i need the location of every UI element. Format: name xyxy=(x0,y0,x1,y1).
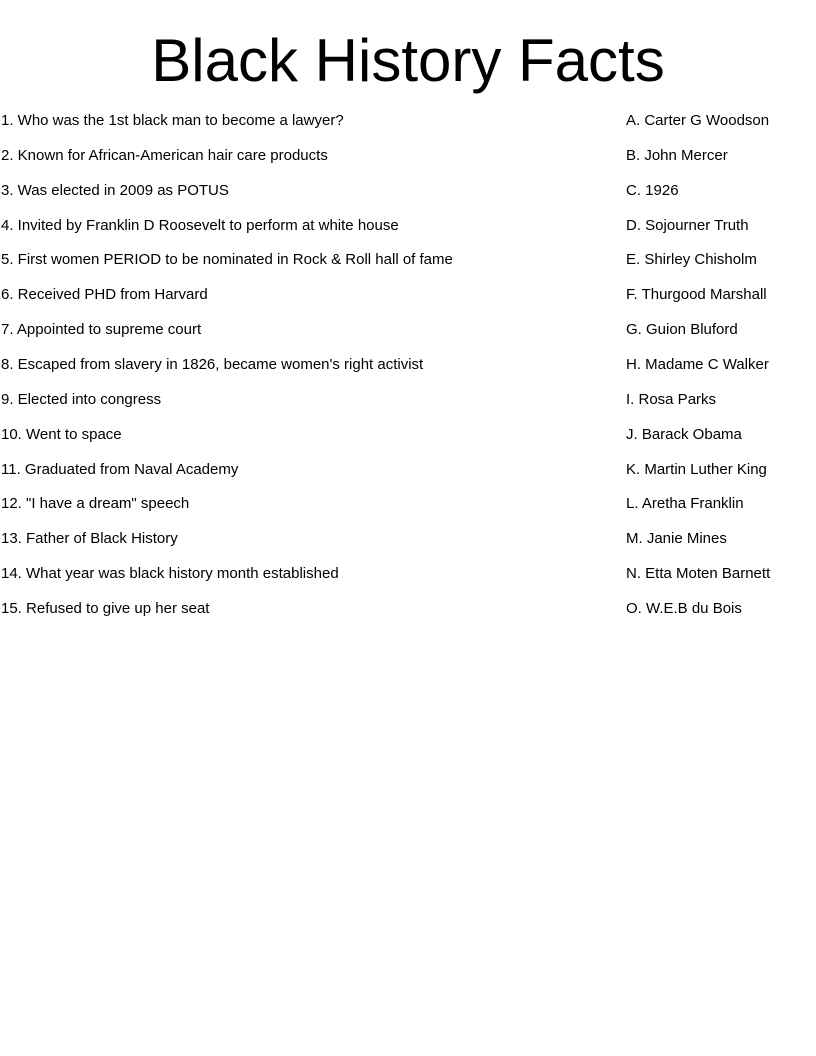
question-item-1: 1. Who was the 1st black man to become a lawyer? xyxy=(1,112,344,129)
question-item-13: 13. Father of Black History xyxy=(1,530,178,548)
answer-item-b: B. John Mercer xyxy=(626,146,728,164)
answer-item-l: L. Aretha Franklin xyxy=(626,495,744,513)
answer-item-i: I. Rosa Parks xyxy=(626,390,717,408)
answer-item-g: G. Guion Bluford xyxy=(626,321,738,339)
answer-item-k: K. Martin Luther King xyxy=(626,460,767,478)
question-item-11: 11. Graduated from Naval Academy xyxy=(1,460,239,478)
answer-item-n: N. Etta Moten Barnett xyxy=(626,565,771,583)
question-item-6: 6. Received PHD from Harvard xyxy=(1,286,208,304)
answer-item-o: O. W.E.B du Bois xyxy=(626,600,742,618)
question-item-10: 10. Went to space xyxy=(1,425,122,443)
question-item-9: 9. Elected into congress xyxy=(1,390,162,408)
answer-item-j: J. Barack Obama xyxy=(626,425,742,443)
answer-item-c: C. 1926 xyxy=(626,181,679,199)
question-item-8: 8. Escaped from slavery in 1826, became women's right activist xyxy=(1,356,424,374)
question-item-5: 5. First women PERIOD to be nominated in Rock & Roll hall of fame xyxy=(1,251,453,269)
question-item-14: 14. What year was black history month established xyxy=(1,565,339,583)
question-list xyxy=(1,104,621,627)
answer-item-a: A. Carter G Woodson xyxy=(626,112,770,129)
answer-item-f: F. Thurgood Marshall xyxy=(626,286,767,304)
question-item-7: 7. Appointed to supreme court xyxy=(1,321,202,339)
question-item-2: 2. Known for African-American hair care products xyxy=(1,146,328,164)
question-item-4: 4. Invited by Franklin D Roosevelt to perform at white house xyxy=(1,216,399,234)
question-item-3: 3. Was elected in 2009 as POTUS xyxy=(1,181,229,199)
answer-item-d: D. Sojourner Truth xyxy=(626,216,749,234)
page-title: Black History Facts xyxy=(151,27,665,94)
question-item-12: 12. "I have a dream" speech xyxy=(1,495,190,513)
question-item-15: 15. Refused to give up her seat xyxy=(1,600,210,618)
answer-list xyxy=(626,104,816,627)
answer-item-m: M. Janie Mines xyxy=(626,530,727,548)
answer-item-h: H. Madame C Walker xyxy=(626,356,769,374)
answer-item-e: E. Shirley Chisholm xyxy=(626,251,757,269)
